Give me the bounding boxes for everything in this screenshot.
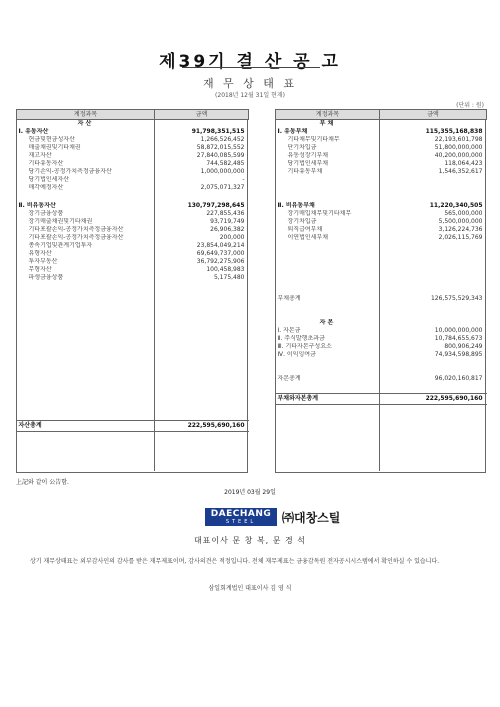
account-name: 유동성장기부채 — [287, 152, 329, 159]
account-amount: 27,840,085,599 — [196, 152, 245, 159]
spacer-row — [276, 282, 487, 295]
account-amount: 200,000 — [219, 234, 245, 241]
asset-row — [17, 226, 249, 234]
account-amount: 222,595,690,160 — [155, 421, 249, 432]
notice-date: 2019년 03월 29일 — [224, 489, 276, 496]
account-name: 종속기업및관계기업투자 — [28, 242, 93, 249]
account-name: 단기차입금 — [287, 144, 317, 151]
asset-row — [17, 234, 249, 242]
logo-subtext: STEEL — [225, 519, 257, 525]
spacer-row — [17, 402, 249, 421]
asset-row — [17, 210, 249, 218]
reporting-period: (2018년 12월 31일 현재) — [215, 92, 285, 99]
notice-title: 제39기 결 산 공 고 — [159, 52, 341, 72]
asset-row — [17, 202, 249, 210]
account-name: 투자부동산 — [28, 258, 58, 265]
account-name: 장기매입채무및기타채무 — [287, 210, 352, 217]
asset-row — [17, 144, 249, 152]
account-amount: 1,546,352,617 — [438, 168, 483, 175]
account-name: Ⅱ. 주식발행초과금 — [277, 335, 325, 342]
account-amount: - — [242, 176, 245, 183]
account-name: 기타유동부채 — [287, 168, 323, 175]
spacer-row — [276, 192, 487, 202]
account-amount — [380, 319, 487, 327]
title-underline — [182, 67, 320, 68]
account-name: Ⅰ. 유동부채 — [277, 128, 308, 135]
assets-section-label: 자 산 — [77, 120, 92, 127]
account-amount: 69,649,737,000 — [196, 250, 245, 257]
account-amount: 3,126,224,736 — [438, 226, 483, 233]
spacer-row — [17, 362, 249, 402]
spacer-row — [17, 192, 249, 202]
account-name: 유형자산 — [28, 250, 52, 257]
asset-row — [17, 242, 249, 250]
liability-row — [276, 128, 487, 136]
account-amount: 11,220,340,505 — [429, 202, 483, 209]
equity-row — [276, 335, 487, 343]
asset-row — [17, 266, 249, 274]
account-name: 장기차입금 — [287, 218, 317, 225]
liability-row — [276, 136, 487, 144]
account-name: 당기손익-공정가치측정금융자산 — [28, 168, 112, 175]
liability-row — [276, 168, 487, 176]
account-amount: 40,200,000,000 — [434, 152, 483, 159]
account-name: 자본총계 — [277, 375, 301, 382]
account-amount: 222,595,690,160 — [380, 394, 487, 405]
account-amount: 23,854,049,214 — [196, 242, 245, 249]
account-name: 당기법인세부채 — [287, 160, 329, 167]
spacer-row — [276, 176, 487, 192]
spacer-row — [276, 383, 487, 394]
account-name: 무형자산 — [28, 266, 52, 273]
equity-total-row — [276, 375, 487, 383]
account-name: 자 본 — [319, 319, 334, 326]
account-name: 퇴직급여부채 — [287, 226, 323, 233]
asset-row — [17, 184, 249, 192]
assets-body — [17, 120, 249, 432]
spacer-row — [276, 359, 487, 375]
account-amount: 118,064,423 — [444, 160, 483, 167]
account-amount: 10,784,655,673 — [434, 335, 483, 342]
notice-statement: 上記와 같이 公告함. — [16, 479, 69, 486]
account-amount: 58,872,015,552 — [196, 144, 245, 151]
account-amount: 5,500,000,000 — [438, 218, 483, 225]
account-name: 기타채무및기타채무 — [287, 136, 340, 143]
account-amount: 91,798,351,515 — [191, 128, 245, 135]
account-amount: 130,797,298,645 — [187, 202, 245, 209]
account-name: Ⅳ. 이익잉여금 — [277, 351, 316, 358]
account-amount: 800,906,249 — [444, 343, 483, 350]
account-amount: 227,855,436 — [206, 210, 245, 217]
account-amount: 100,458,983 — [206, 266, 245, 273]
asset-row — [17, 176, 249, 184]
assets-table — [16, 109, 249, 432]
equity-row — [276, 343, 487, 351]
account-name: Ⅱ. 비유동자산 — [18, 202, 56, 209]
grand-total-row — [276, 394, 487, 405]
liability-row — [276, 226, 487, 234]
account-amount: 10,000,000,000 — [434, 327, 483, 334]
account-name: Ⅱ. 비유동부채 — [277, 202, 315, 209]
liability-row — [276, 160, 487, 168]
account-name: 이연법인세부채 — [287, 234, 329, 241]
liability-row — [276, 202, 487, 210]
asset-row — [17, 250, 249, 258]
equity-section-row — [276, 319, 487, 327]
statement-subtitle: 재 무 상 태 표 — [202, 77, 298, 90]
account-name: 재고자산 — [28, 152, 52, 159]
asset-row — [17, 258, 249, 266]
account-name: 기타포괄손익-공정가치측정금융자산 — [28, 226, 124, 233]
account-name: 매출채권및기타채권 — [28, 144, 81, 151]
account-amount: 126,575,529,343 — [430, 295, 483, 302]
account-amount: 1,000,000,000 — [200, 168, 245, 175]
assets-header-amount: 금액 — [155, 110, 249, 120]
unit-label: (단위 : 원) — [456, 102, 484, 109]
account-amount: 96,020,160,817 — [434, 375, 483, 382]
liability-row — [276, 152, 487, 160]
liability-row — [276, 234, 487, 242]
account-amount: 2,075,071,327 — [200, 184, 245, 191]
liability-row — [276, 210, 487, 218]
liabilities-header-amount: 금액 — [380, 110, 487, 120]
account-name: 기타포괄손익-공정가치측정금융자산 — [28, 234, 124, 241]
assets-total-row — [17, 421, 249, 432]
account-name: Ⅲ. 기타자본구성요소 — [277, 343, 332, 350]
equity-row — [276, 351, 487, 359]
asset-row — [17, 274, 249, 282]
liabilities-section-label: 부 채 — [319, 120, 334, 127]
liabilities-equity-body — [276, 120, 487, 405]
account-amount: 115,355,168,838 — [425, 128, 483, 135]
liabilities-header-account: 계정과목 — [276, 110, 380, 120]
account-amount: 565,000,000 — [444, 210, 483, 217]
equity-row — [276, 327, 487, 335]
company-name: ㈜대창스틸 — [282, 511, 341, 525]
audit-footnote: 상기 재무상태표는 외부감사인의 감사를 받은 재무제표이며, 감사의견은 적정입니다. 전체 재무제표는 금융감독원 전자공시시스템에서 확인하실 수 있습니다. — [30, 558, 440, 565]
account-name: Ⅰ. 유동자산 — [18, 128, 49, 135]
spacer-row — [276, 303, 487, 319]
account-amount: 1,266,526,452 — [200, 136, 245, 143]
account-name: 현금및현금성자산 — [28, 136, 75, 143]
account-name: 부채와자본총계 — [276, 394, 380, 405]
asset-row — [17, 168, 249, 176]
asset-row — [17, 136, 249, 144]
account-name: 매각예정자산 — [28, 184, 64, 191]
account-name: 장기매출채권및기타채권 — [28, 218, 93, 225]
account-amount: 26,906,382 — [210, 226, 245, 233]
spacer-row — [276, 242, 487, 282]
account-amount: 74,934,598,895 — [434, 351, 483, 358]
spacer-row — [17, 282, 249, 322]
asset-row — [17, 218, 249, 226]
spacer-row — [17, 322, 249, 362]
asset-row — [17, 160, 249, 168]
liabilities-total-row — [276, 295, 487, 303]
account-amount: 22,193,601,798 — [434, 136, 483, 143]
asset-row — [17, 152, 249, 160]
account-amount: 51,800,000,000 — [434, 144, 483, 151]
account-amount: 744,582,485 — [206, 160, 245, 167]
account-name: 부채총계 — [277, 295, 301, 302]
account-amount: 36,792,275,906 — [196, 258, 245, 265]
account-name: 자산총계 — [17, 421, 155, 432]
account-amount: 5,175,480 — [213, 274, 245, 281]
account-name: 장기금융상품 — [28, 210, 64, 217]
liabilities-equity-table — [275, 109, 487, 405]
ceo-names: 대표이사 문 창 복, 문 경 석 — [193, 536, 307, 545]
liability-row — [276, 218, 487, 226]
company-logo — [205, 508, 277, 526]
account-amount: 93,719,749 — [210, 218, 245, 225]
account-amount: 2,026,115,769 — [438, 234, 483, 241]
account-name: Ⅰ. 자본금 — [277, 327, 301, 334]
asset-row — [17, 128, 249, 136]
logo-wordmark: DAECHANG — [210, 509, 272, 519]
assets-header-account: 계정과목 — [17, 110, 155, 120]
liability-row — [276, 144, 487, 152]
account-name: 기타유동자산 — [28, 160, 64, 167]
account-name: 파생금융상품 — [28, 274, 64, 281]
account-name: 당기법인세자산 — [28, 176, 70, 183]
auditor-name: 삼일회계법인 대표이사 김 영 식 — [208, 585, 292, 592]
